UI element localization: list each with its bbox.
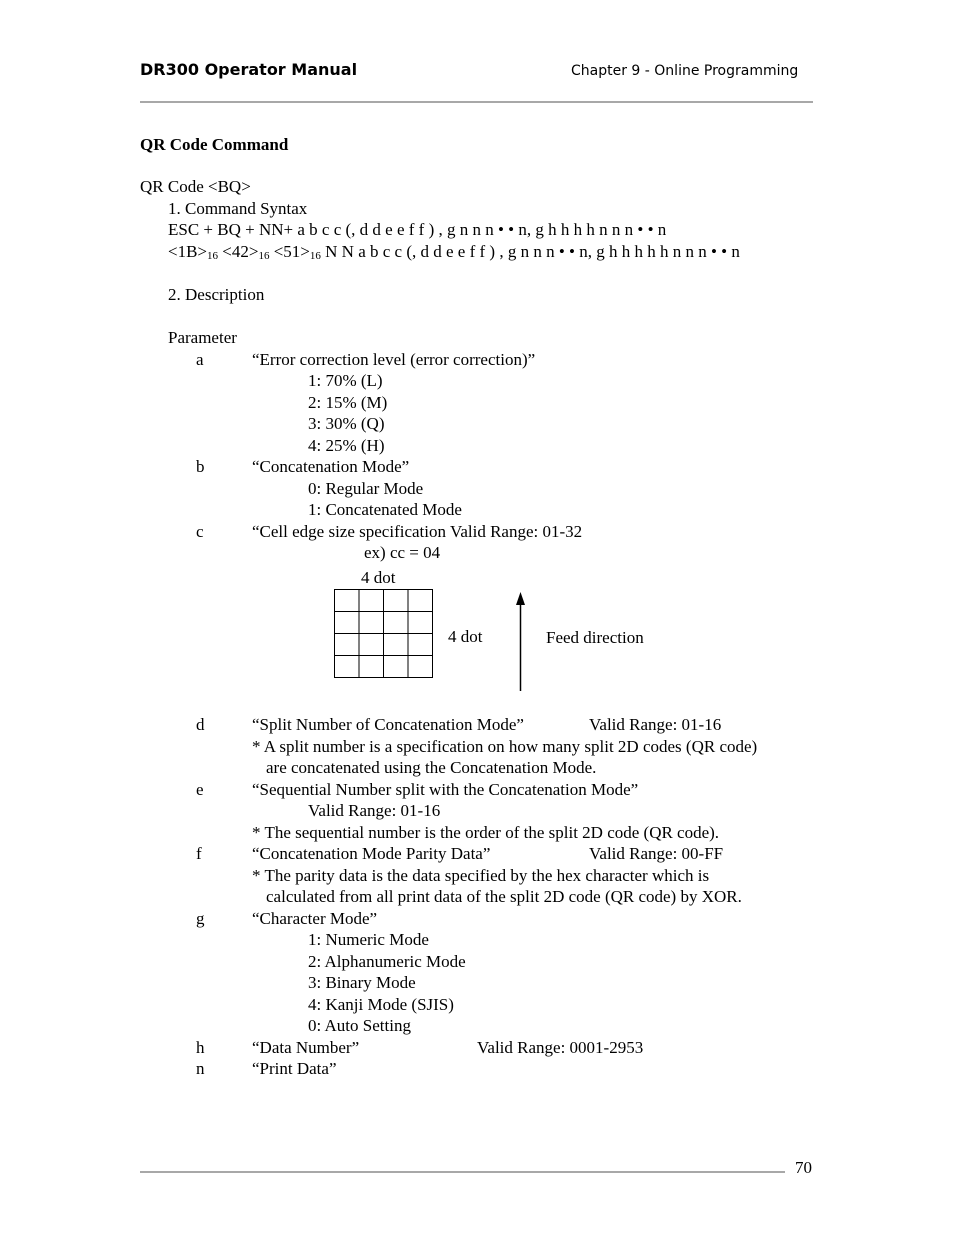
param-g-option: 0: Auto Setting — [308, 1016, 411, 1035]
param-b-key: b — [196, 457, 205, 476]
param-d-note: are concatenated using the Concatenation Mode. — [266, 758, 597, 777]
param-e-label: “Sequential Number split with the Concatenation Mode” — [252, 780, 639, 799]
param-b-label: “Concatenation Mode” — [252, 457, 410, 476]
param-g-key: g — [196, 909, 205, 928]
feed-arrow-head — [516, 592, 525, 605]
param-f-note: * The parity data is the data specified by the hex character which is — [252, 866, 710, 885]
figure-side-label: 4 dot — [448, 627, 483, 646]
cell-grid — [335, 590, 433, 678]
param-a-option: 2: 15% (M) — [308, 393, 388, 412]
param-e-range: Valid Range: 01-16 — [308, 801, 441, 820]
header-rule — [140, 101, 813, 103]
chapter-title: Chapter 9 - Online Programming — [571, 63, 799, 79]
param-g-option: 1: Numeric Mode — [308, 930, 429, 949]
description-heading: 2. Description — [168, 285, 265, 304]
param-e-note: * The sequential number is the order of the split 2D code (QR code). — [252, 823, 720, 842]
param-c-example: ex) cc = 04 — [364, 543, 441, 562]
param-a-option: 3: 30% (Q) — [308, 414, 385, 433]
param-d-note: * A split number is a specification on how many split 2D codes (QR code) — [252, 737, 758, 756]
param-n-label: “Print Data” — [252, 1059, 337, 1078]
param-h-label: “Data Number” — [252, 1038, 360, 1057]
manual-title: DR300 Operator Manual — [140, 60, 358, 79]
param-c-key: c — [196, 522, 204, 541]
param-f-range: Valid Range: 00-FF — [589, 844, 724, 863]
param-d-label: “Split Number of Concatenation Mode” — [252, 715, 524, 734]
param-h-range: Valid Range: 0001-2953 — [477, 1038, 644, 1057]
param-b-option: 1: Concatenated Mode — [308, 500, 462, 519]
param-f-key: f — [196, 844, 202, 863]
grid-border — [335, 590, 433, 678]
param-d-range: Valid Range: 01-16 — [589, 715, 722, 734]
syntax-line-1: ESC + BQ + NN+ a b c c (, d d e e f f ) , g n n n • • n, g h h h h n n n • • n — [168, 220, 667, 239]
figure-top-label: 4 dot — [361, 568, 396, 587]
param-e-key: e — [196, 780, 204, 799]
param-g-option: 2: Alphanumeric Mode — [308, 952, 466, 971]
param-c-label: “Cell edge size specification Valid Range: 01-32 — [252, 522, 583, 541]
syntax-heading: 1. Command Syntax — [168, 199, 308, 218]
syntax-line-2: <1B>16 <42>16 <51>16 N N a b c c (, d d e e f f ) , g n n n • • n, g h h h h h n n n • • n — [168, 242, 740, 262]
parameter-heading: Parameter — [168, 328, 237, 347]
param-f-label: “Concatenation Mode Parity Data” — [252, 844, 491, 863]
param-h-key: h — [196, 1038, 205, 1057]
feed-direction-label: Feed direction — [546, 628, 644, 647]
page-number: 70 — [795, 1158, 812, 1177]
param-a-option: 4: 25% (H) — [308, 436, 385, 455]
command-name: QR Code <BQ> — [140, 177, 251, 196]
footer-rule — [140, 1171, 785, 1173]
param-b-option: 0: Regular Mode — [308, 479, 424, 498]
param-a-option: 1: 70% (L) — [308, 371, 383, 390]
section-title: QR Code Command — [140, 135, 289, 154]
param-a-label: “Error correction level (error correction)” — [252, 350, 536, 369]
param-g-option: 3: Binary Mode — [308, 973, 416, 992]
param-n-key: n — [196, 1059, 205, 1078]
param-d-key: d — [196, 715, 205, 734]
param-f-note: calculated from all print data of the split 2D code (QR code) by XOR. — [266, 887, 742, 906]
param-g-option: 4: Kanji Mode (SJIS) — [308, 995, 454, 1014]
param-a-key: a — [196, 350, 204, 369]
param-g-label: “Character Mode” — [252, 909, 378, 928]
